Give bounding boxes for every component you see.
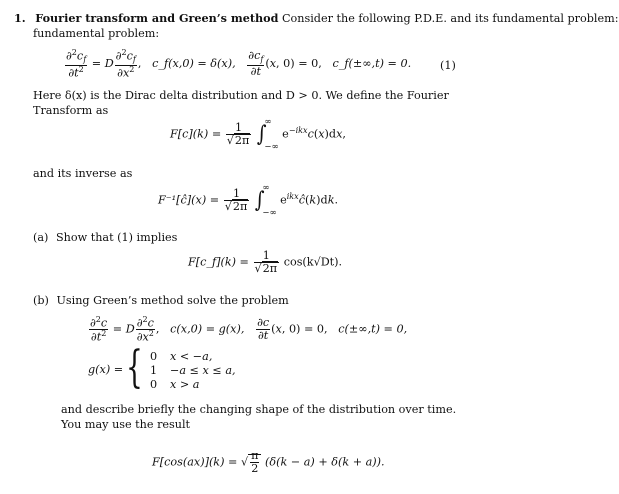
g-case-condition: −a ≤ x ≤ a,	[170, 364, 236, 377]
part-b-equation: $\frac{\partial^2c}{\partial t^2}$ = D $\frac{\partial^2c}{\partial x^2}$ , c(x,0) = g(x), $\frac{\partial c}{\partial t}$ (x, 0) = 0, c(±∞,t) = 0,	[90, 315, 408, 344]
g-case-value: 0	[150, 350, 158, 363]
result-lhs: F[cos(ax)](k) =	[152, 455, 238, 469]
intro-continued: fundamental problem:	[33, 27, 160, 40]
g-case-value: 1	[150, 364, 158, 377]
question-number: 1.	[14, 11, 26, 25]
inverse-fourier-transform-definition: F⁻¹[ĉ](x) = $\frac{1}{√2\pi}$ ∫ ∞ −∞ $e^{ikx}ĉ(k)dk$.	[158, 183, 339, 218]
part-a-text: Show that (1) implies	[55, 231, 178, 244]
question-header	[14, 11, 619, 26]
question-title: Fourier transform and Green’s method	[35, 11, 279, 25]
ft-lhs: F[c](k) =	[170, 127, 222, 141]
result-rhs: (δ(k − a) + δ(k + a)).	[265, 455, 385, 469]
equation-1: $\frac{\partial^2c_f}{\partial t^2}$ = D $\frac{\partial^2c_f}{\partial x^2}$ , c_f(x,0) = δ(x), $\frac{\partial c_f}{\partial t}$ (x, 0) = 0, c_f(±∞,t) = 0.	[66, 48, 412, 80]
fourier-transform-definition: F[c](k) = $\frac{1}{√2\pi}$ ∫ ∞ −∞ $e^{-ikx}c(x)dx$,	[170, 117, 346, 152]
g-case-value: 0	[150, 378, 158, 391]
g-cases-conditions	[170, 350, 236, 392]
part-b-boundary-condition: c(±∞,t) = 0,	[338, 322, 408, 336]
part-b-label: (b)	[33, 294, 49, 307]
part-b-text: Using Green’s method solve the problem	[56, 294, 289, 307]
part-b	[33, 293, 289, 308]
question-intro: Consider the following P.D.E. and its fundamental problem:	[281, 12, 619, 25]
equation-1-label: (1)	[440, 59, 456, 72]
part-a-label: (a)	[33, 231, 49, 244]
g-case-condition: x > a	[170, 378, 200, 391]
piecewise-brace: {	[126, 342, 143, 393]
part-a-lhs: F[c_f](k) =	[188, 255, 249, 269]
dirac-definition-text: Here δ(x) is the Dirac delta distribution and D > 0. We define the Fourier Transform as	[33, 89, 449, 118]
inverse-intro-text: and its inverse as	[33, 167, 133, 180]
part-a-equation: F[c_f](k) = $\frac{1}{√2\pi}$ cos(k√Dt).	[188, 249, 343, 275]
g-case-condition: x < −a,	[170, 350, 213, 363]
eq1-initial-condition: c_f(x,0) = δ(x),	[152, 56, 236, 70]
given-result: F[cos(ax)](k) = √ $\frac{\pi}{2}$ (δ(k − a) + δ(k + a)).	[152, 449, 385, 475]
part-a	[33, 230, 177, 245]
eq1-boundary-condition: c_f(±∞,t) = 0.	[332, 56, 412, 70]
part-b-initial-condition: c(x,0) = g(x),	[170, 322, 245, 336]
g-definition-lhs: g(x) =	[88, 363, 124, 376]
part-a-rhs: cos(k√Dt).	[283, 255, 343, 269]
ift-lhs: F⁻¹[ĉ](x) =	[158, 193, 220, 207]
g-cases-values	[150, 350, 157, 392]
closing-text: and describe briefly the changing shape of the distribution over time. You may use the result	[61, 403, 457, 432]
